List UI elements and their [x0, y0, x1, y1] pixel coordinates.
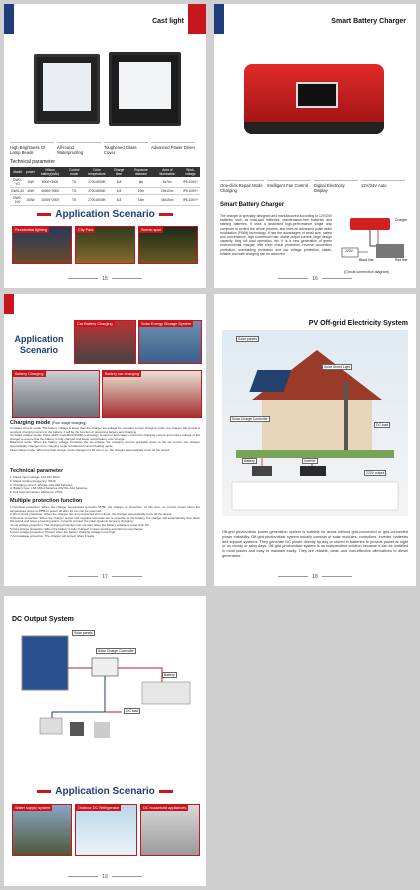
circuit-diagram: [338, 216, 414, 268]
scenario-image: [12, 226, 72, 264]
table-header: Work-voltage: [181, 167, 200, 177]
diagram-label: Red line: [395, 258, 408, 262]
table-cell: 8000+3000: [36, 177, 65, 188]
table-cell: DWG-40: [11, 189, 24, 193]
feature-item: All-round Waterproofing: [57, 142, 101, 155]
page-charger-application: [4, 294, 206, 586]
page-number: 15: [4, 276, 206, 282]
table-header: Control mode: [64, 167, 83, 177]
feature-item: 12V/24V Auto: [361, 180, 405, 193]
feature-item: Intelligent Fan Control: [267, 180, 311, 193]
section-title: Application Scenario: [4, 786, 206, 797]
scenario-label: Scenic spot: [141, 228, 161, 232]
table-row: [10, 188, 200, 195]
accent-bar: [188, 4, 206, 34]
page-number: 17: [4, 574, 206, 580]
table-cell: 6m: [128, 177, 154, 188]
scenario-image: [102, 370, 202, 418]
page-cast-light: [4, 4, 206, 288]
table-cell: DWG-YG: [10, 177, 25, 188]
diagram-label: Solar Street Light: [324, 365, 351, 369]
scenario-label: City Park: [78, 228, 94, 232]
table-header: Model: [10, 167, 25, 177]
table-cell: 10W: [25, 177, 36, 188]
scenario-label: Outdoor DC Refrigerator: [78, 806, 120, 810]
diagram-label: 220V output: [366, 471, 385, 475]
table-cell: 6-8: [110, 188, 128, 195]
page-number: 18: [214, 574, 416, 580]
scenario-label: DC household appliances: [143, 806, 187, 810]
section-heading: Technical parameter: [10, 468, 64, 474]
flood-light-image: [34, 54, 100, 124]
table-header: lithium battery(mAh): [36, 167, 65, 177]
scenario-label: Battery Charging: [15, 372, 44, 376]
feature-list: [10, 142, 200, 155]
table-cell: 40000+3000: [36, 188, 65, 195]
page-title: Smart Battery Charger: [331, 18, 406, 25]
accent-bar: [4, 294, 14, 314]
table-cell: 15m: [128, 195, 154, 206]
table-cell: 10m: [128, 188, 154, 195]
page-smart-charger: [214, 4, 416, 288]
diagram-label: Solar panels: [74, 631, 93, 635]
section-heading: Charging mode (Four-stage charging): [10, 420, 87, 426]
diagram-label: Solar panels: [238, 337, 257, 341]
diagram-caption: (Circuit connection diagram): [344, 270, 389, 274]
table-cell: 2700-6500K: [84, 188, 110, 195]
scenario-image: [75, 804, 137, 856]
diagram-label: Battery: [164, 673, 175, 677]
table-header: Charge time: [110, 167, 128, 177]
page-dc-output: [4, 596, 206, 886]
page-header: [4, 4, 206, 34]
diagram-label: Battery: [244, 459, 255, 463]
section-title: Application Scenario: [4, 209, 206, 220]
scenario-label: Water supply system: [15, 806, 51, 810]
accent-bar: [4, 4, 14, 34]
flood-light-image: [109, 52, 181, 126]
diagram-label: Black line: [359, 258, 374, 262]
table-cell: IP5-100V+: [182, 189, 198, 193]
feature-list: [220, 180, 410, 193]
table-cell: IP5-100V+: [181, 177, 200, 188]
table-cell: 6-8: [110, 195, 128, 206]
diagram-label: Solar Charge Controller: [232, 417, 268, 421]
page-number: 16: [214, 276, 416, 282]
table-cell: 2700-6500K: [84, 195, 110, 206]
scenario-image: [140, 804, 200, 856]
scenario-label: Battery car charging: [105, 372, 139, 376]
feature-item: Digital Electricity Display: [314, 180, 358, 193]
scenario-image: [74, 320, 136, 364]
page-title: PV Off-grid Electricity System: [308, 320, 408, 327]
page-header: [214, 4, 416, 34]
table-cell: 10000+2000: [36, 195, 65, 206]
table-cell: 45x15m²: [154, 195, 181, 206]
diagram-label: 220V: [345, 249, 353, 253]
scenario-image: [12, 804, 72, 856]
section-heading: Multiple protection function: [10, 498, 83, 504]
accent-bar: [214, 4, 224, 34]
section-heading: Technical parameter: [10, 159, 56, 165]
table-cell: DWG-100: [10, 195, 25, 206]
table-cell: 100W: [25, 195, 36, 206]
page-title: Cast light: [152, 18, 184, 25]
section-heading: Smart Battery Charger: [220, 202, 285, 208]
feature-item: One-click Repair Mode Charging: [220, 180, 264, 193]
page-pv-offgrid: [214, 294, 416, 586]
table-row: [10, 195, 200, 206]
charging-modes: Constant current mode: The battery voltage is lower than the charger set voltage for constant current charging mode; the charger will provide a constant charging current to the battery, it will be the function of protecting battery and charging. Constant voltage mode: Pulse width modulation(PWM) technology is used to accurately control the charging current and output voltage of the charger to ensure that the battery is fully charged and better avoid battery over charge. Balanced mode: When the battery voltage increases the set voltage, the charging current gradually drops to the set current; the charger automatically changes from charging mode to balanced current floating mode. Float charge mode: When the float charge mode changes for 30 min or so, the charger automatically turns off the output.: [10, 426, 200, 452]
table-cell: 5x7m²: [154, 177, 181, 188]
table-cell: IP5-100V+: [181, 195, 200, 206]
protection-list: 1.Overheat protection: When the charger temperature exceeds 85℃, the charger is protective. At this time, no current output when the temperature drops to 65℃ or power off after 10 min can be resumed. 2.Short circuit protection: When the charger has an unexpected short circuit, the charger automatically turns off the output. 3.Reverse protection: When the charger output end negative electrode are to opposite to the battery, the charger will automatically shut down the output and issue a buzzing alarm, correctly connect the polar dynamic recovery charging. 4.Low voltage protection: The charging protection can not start when the battery voltage is lower than 8V. 5.Over charge protection: When the battery is fully charged, it stops working and will not overcharge. 6.Over-voltage protection: Protect when the battery charging voltage is too high. 7.Anti-leakage protection: The charger will protect when it leaks.: [10, 505, 200, 538]
table-cell: TG: [64, 177, 83, 188]
page-title: DC Output System: [12, 616, 74, 623]
feature-item: High Brightness Of Lamp Beads: [10, 142, 54, 155]
description-text: The charger is specially designed and manufactured according to 12V/24V batteries such as lead-acid batteries, maintenance-free batteries and starting batteries. It uses a dedicated high-performance single chip computer to control the whole process, and uses an advanced pulse width modulation (PWM) technology. It has the advantages of small size, safety and convenience, high conversion rate, stable output current, large design capacity, long full load operation, etc. It is a new generation of green environmental charger, with short circuit protection, reverse connection protection, overloading protection and low voltage protection, stable, reliable and safe charging can be achieved.: [220, 214, 332, 256]
table-header: power: [25, 167, 36, 177]
section-title: Application Scenario: [14, 334, 64, 355]
scenario-label: Residential lighting: [15, 228, 47, 232]
diagram-label: DC load: [126, 709, 139, 713]
diagram-label: Charger: [395, 218, 408, 222]
feature-item: Toughened Glass Cover: [104, 142, 148, 155]
page-number: 19: [4, 874, 206, 880]
table-cell: 2700-6500K: [84, 177, 110, 188]
system-diagram: [222, 330, 408, 516]
description-text: Off-grid photovoltaic power generation system is suitable for areas without grid-connected or grid-connected power instability. Off-grid photovoltaic system usually consists of solar modules, controllers, inverter, batteries and support systems. They generate DC power directly by day or stored in batteries to provide power at night or on cloudy or rainy days. Off-grid photovoltaic system is an independent solution because it can be installed in most places and easy to maintain easily. They are reliable, clean and cost-effective alternatives to diesel generators.: [222, 530, 408, 558]
diagram-label: DC load: [376, 423, 389, 427]
charger-image: [244, 64, 384, 134]
scenario-image: [138, 320, 202, 364]
diagram-label: Solar Charge Controller: [98, 649, 134, 653]
table-cell: TG: [64, 188, 83, 195]
scenario-image: [12, 370, 100, 418]
table-header: Area of illumination: [154, 167, 181, 177]
tech-list: 1. Rated input voltage: AC176V-264V 2. Rated working frequency: 50HZ 3. Charging current: 12V/2A~10A 20A batteries 4. Battery type: LS6-VRLA batteries 24V/2A~10A batteries 5. Full load conversion efficiency: ≥75%: [10, 475, 88, 495]
table-cell: TG: [64, 195, 83, 206]
system-diagram: [12, 628, 198, 748]
table-header: Exposure distance: [128, 167, 154, 177]
table-row: [10, 177, 200, 188]
parameter-table: [10, 167, 200, 206]
table-cell: 6-8: [110, 177, 128, 188]
feature-item: Advanced Power Driver: [151, 142, 195, 155]
table-cell: 20x10m²: [154, 188, 181, 195]
table-cell: 40W: [25, 188, 36, 195]
scenario-label: Car Battery Charging: [77, 322, 113, 326]
diagram-label: Inverter: [304, 459, 316, 463]
scenario-image: [138, 226, 198, 264]
scenario-label: Solar Energy Storage System: [141, 322, 192, 326]
scenario-image: [75, 226, 135, 264]
table-header: Color temperature: [84, 167, 110, 177]
